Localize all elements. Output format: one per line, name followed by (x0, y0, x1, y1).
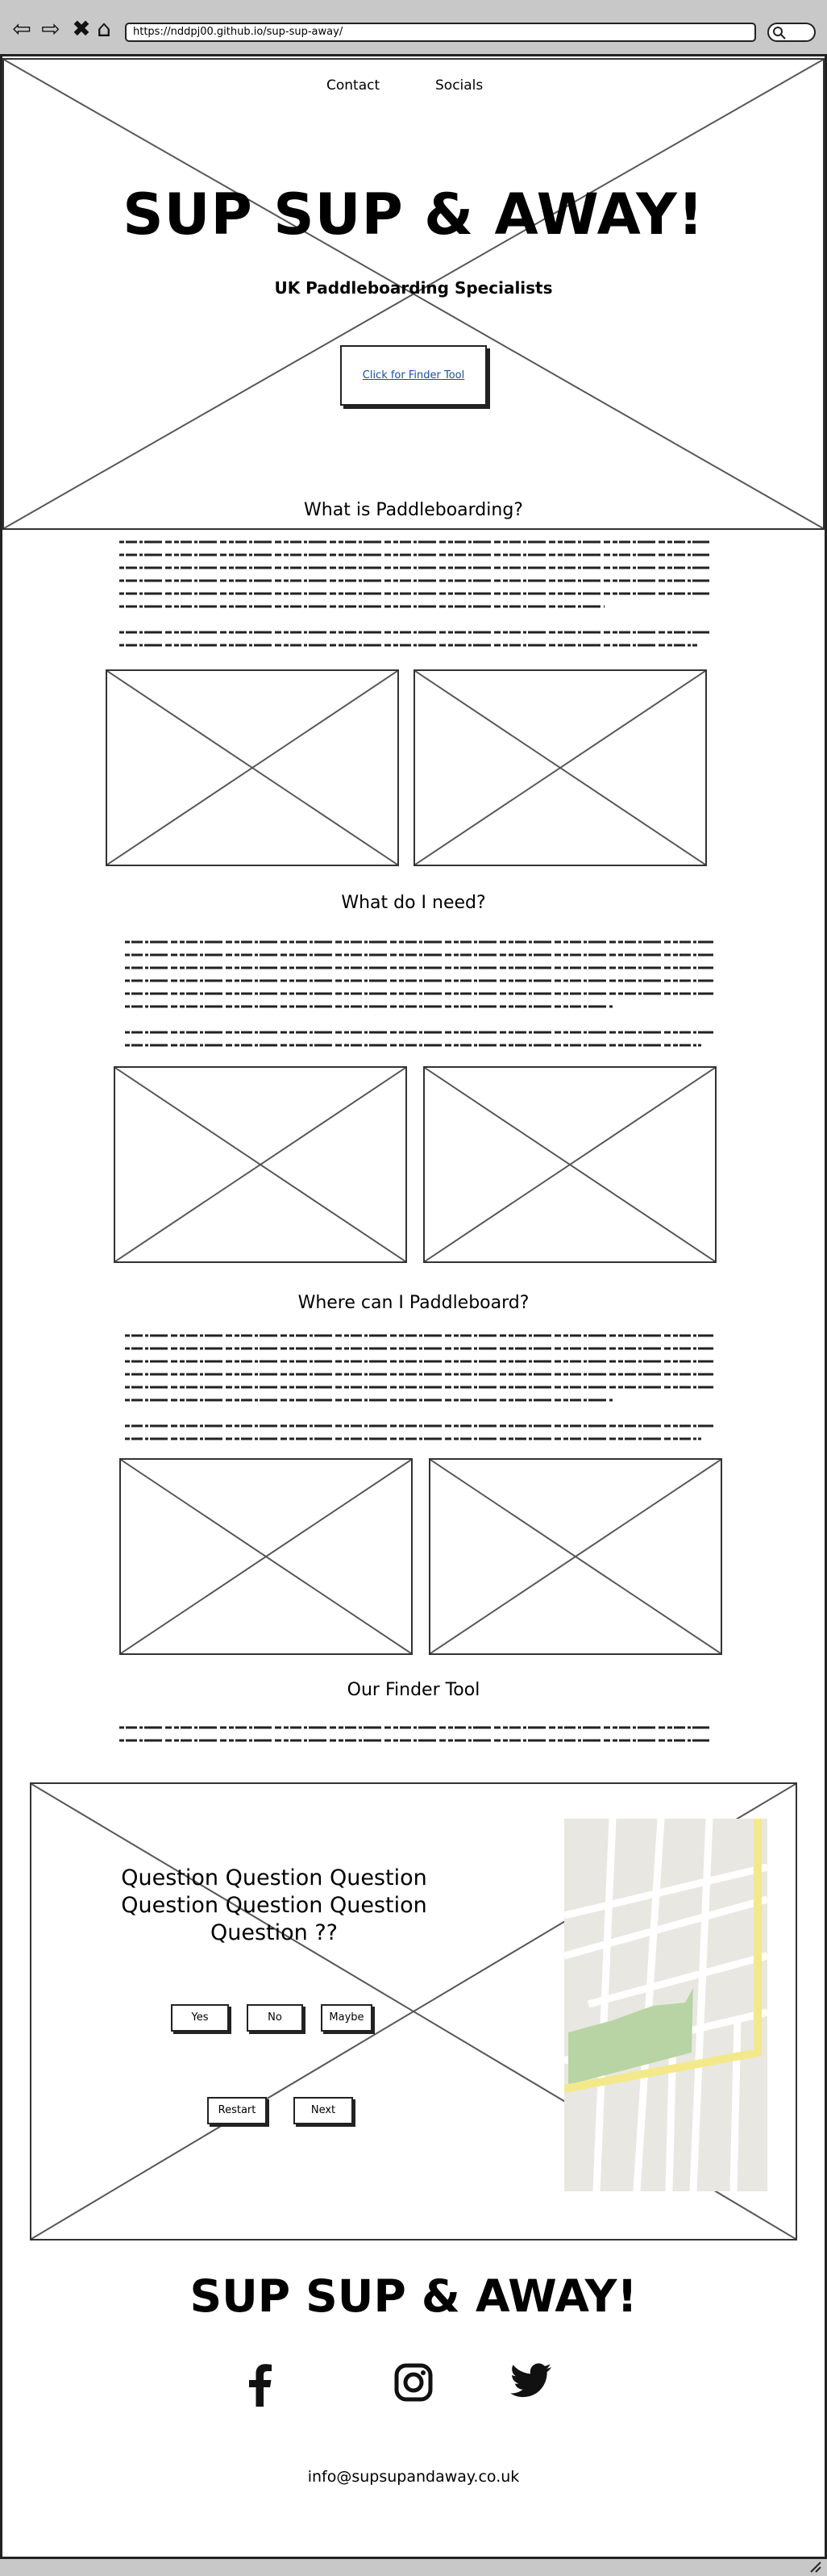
forward-icon[interactable]: ⇨ (41, 15, 60, 42)
hero-title: SUP SUP & AWAY! (123, 181, 704, 248)
footer-title: SUP SUP & AWAY! (189, 2270, 638, 2322)
url-bar[interactable]: https://nddpj00.github.io/sup-sup-away/ (125, 23, 756, 42)
question-line: Question ?? (210, 1920, 338, 1945)
footer-email[interactable]: info@supsupandaway.co.uk (307, 2468, 520, 2486)
map-image[interactable] (564, 1819, 767, 2191)
twitter-icon[interactable] (510, 2363, 552, 2399)
search-icon (772, 26, 787, 40)
image-placeholder (114, 1066, 407, 1263)
home-icon[interactable]: ⌂ (97, 15, 111, 42)
image-placeholder (106, 669, 399, 866)
nav-contact-link[interactable]: Contact (326, 77, 380, 94)
image-placeholder (423, 1066, 717, 1263)
nav-socials-link[interactable]: Socials (435, 77, 484, 94)
hero-subtitle: UK Paddleboarding Specialists (274, 278, 553, 298)
section-title-what-need: What do I need? (341, 893, 486, 913)
no-button[interactable]: No (247, 2004, 303, 2032)
browser-toolbar (0, 0, 827, 56)
finder-tool-button[interactable]: Click for Finder Tool (340, 345, 487, 406)
section-title-where: Where can I Paddleboard? (297, 1293, 530, 1313)
browser-statusbar (0, 2557, 827, 2576)
close-icon[interactable]: ✖ (72, 15, 91, 42)
section-title-what-is: What is Paddleboarding? (304, 500, 523, 520)
image-placeholder (414, 669, 707, 866)
image-placeholder (119, 1458, 413, 1655)
back-icon[interactable]: ⇦ (12, 15, 31, 42)
maybe-button[interactable]: Maybe (321, 2004, 372, 2032)
facebook-icon[interactable] (246, 2363, 273, 2407)
browser-search-field[interactable] (767, 23, 816, 42)
section-title-finder: Our Finder Tool (347, 1680, 480, 1700)
question-line: Question Question Question (121, 1865, 427, 1890)
resize-grip-icon[interactable] (809, 2561, 822, 2574)
finder-question (113, 1865, 435, 1947)
next-button[interactable]: Next (293, 2097, 353, 2124)
instagram-icon[interactable] (394, 2363, 433, 2402)
restart-button[interactable]: Restart (207, 2097, 267, 2124)
yes-button[interactable]: Yes (171, 2004, 229, 2032)
question-line: Question Question Question (121, 1893, 427, 1918)
image-placeholder (429, 1458, 722, 1655)
